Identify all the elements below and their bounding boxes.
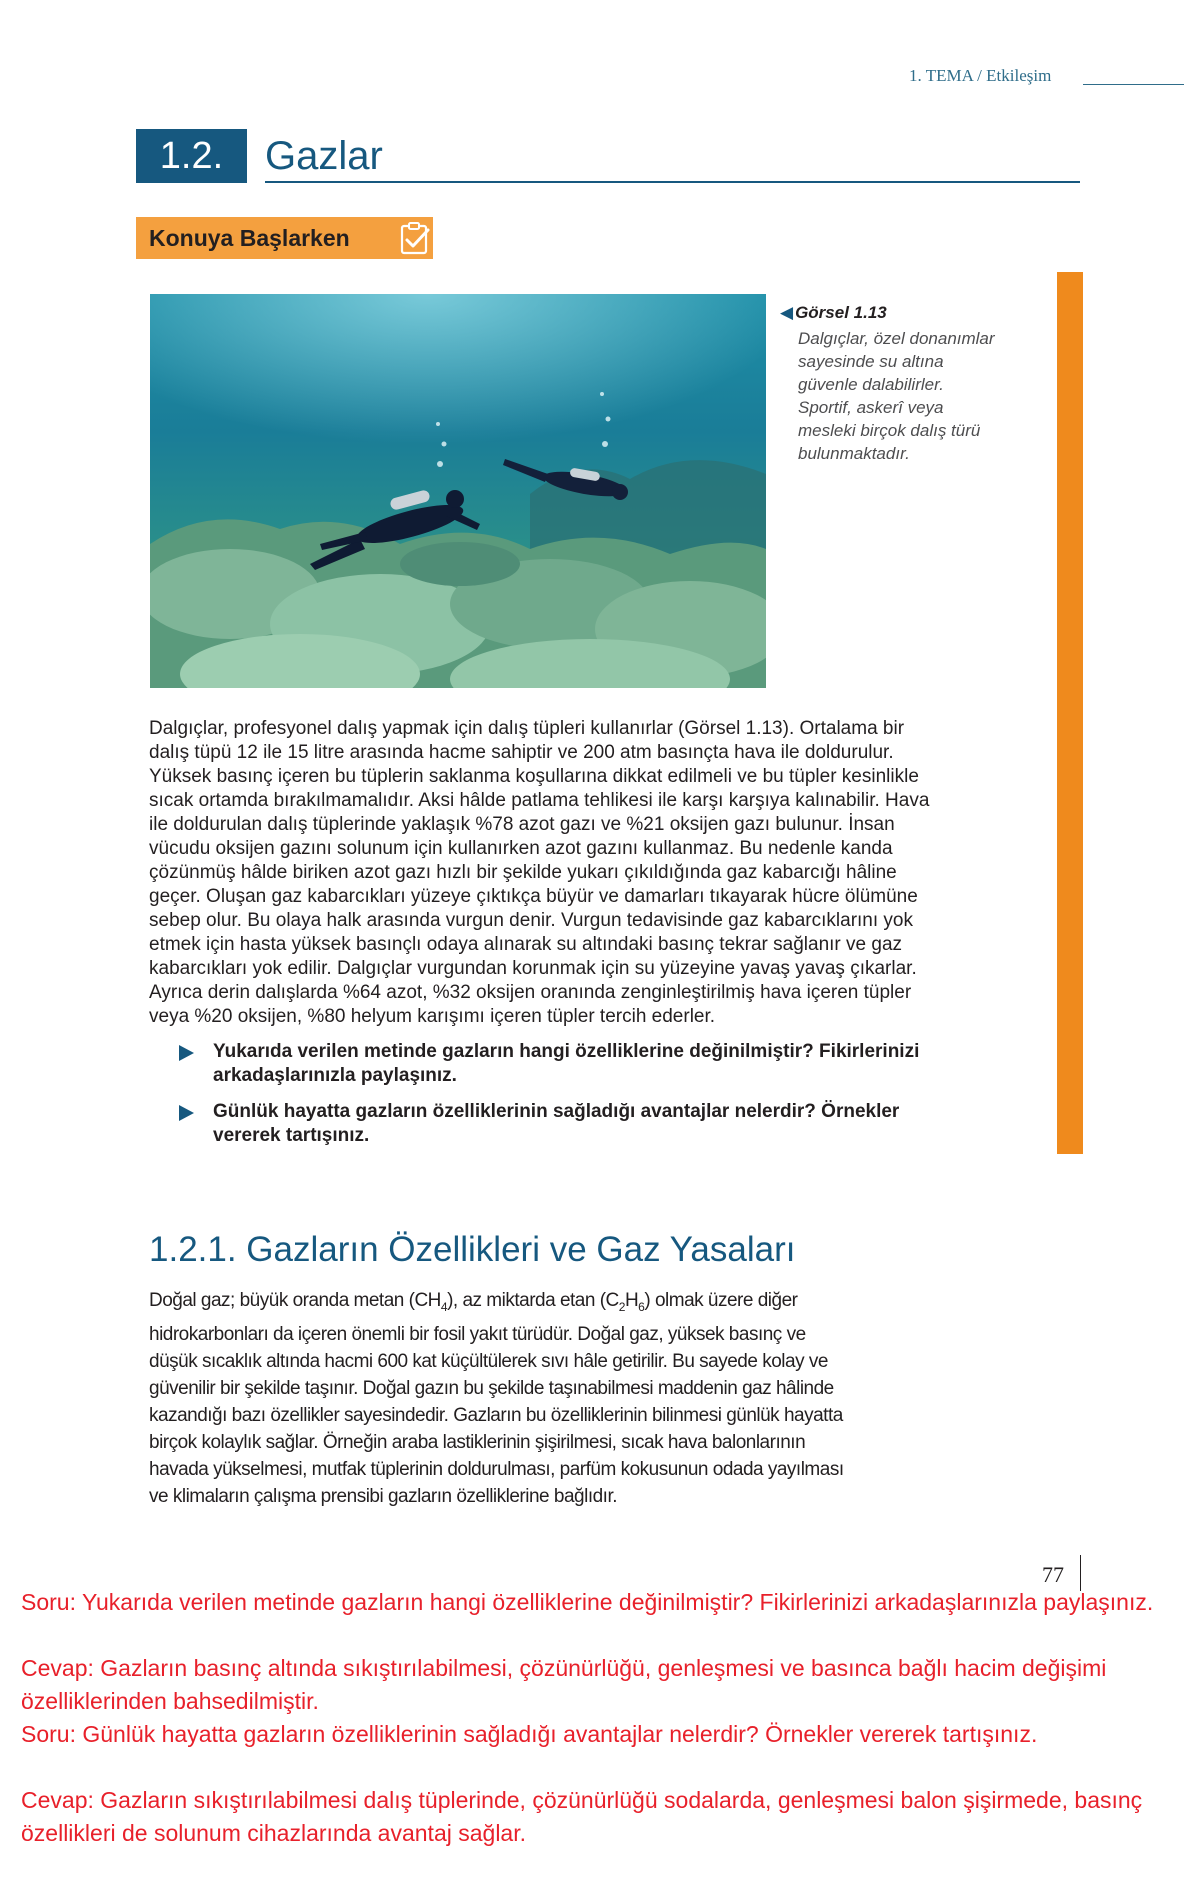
section-title: Gazlar <box>265 134 383 178</box>
figure-title: Görsel 1.13 <box>795 303 887 322</box>
answers-block <box>21 1586 1171 1850</box>
side-accent-bar <box>1057 272 1083 1154</box>
figure-caption <box>780 303 1030 465</box>
divers-underwater-photo <box>150 294 766 688</box>
answer-question-2: Soru: Günlük hayatta gazların özelliklerinin sağladığı avantajlar nelerdir? Örnekler vererek tartışınız. <box>21 1721 1038 1747</box>
intro-paragraph: Dalgıçlar, profesyonel dalış yapmak için dalış tüpleri kullanırlar (Görsel 1.13). Ortalama bir dalış tüpü 12 ile 15 litre arasında hacme sahiptir ve 200 atm basınçta hava ile doldurulur. Yüksek basınç içeren bu tüplerin saklanma koşullarına dikkat edilmeli ve bu tüpler kesinlikle sıcak ortamda bırakılmamalıdır. Aksi hâlde patlama tehlikesi ile karşı karşıya kalınabilir. Hava ile doldurulan dalış tüplerinde yaklaşık %78 azot gazı ve %21 oksijen gazı bulunur. İnsan vücudu oksijen gazını solunum için kullanırken azot gazını kullanmaz. Bu nedenle kanda çözünmüş hâlde biriken azot gazı hızlı bir şekilde yukarı çıkıldığında gaz kabarcığı hâline geçer. Oluşan gaz kabarcıkları yüzeye çıktıkça büyür ve damarları tıkayarak hücre ölümüne sebep olur. Bu olaya halk arasında vurgun denir. Vurgun tedavisinde gaz kabarcıklarını yok etmek için hasta yüksek basınçlı odaya alınarak su altındaki basınç tekrar sağlanır ve gaz kabarcıkları yok edilir. Dalgıçlar vurgundan korunmak için su yüzeyine yavaş yavaş çıkarlar. Ayrıca derin dalışlarda %64 azot, %32 oksijen oranında zenginleştirilmiş hava içeren tüpler veya %20 oksijen, %80 helyum karışımı içeren tüpler tercih ederler. <box>149 718 930 1027</box>
section-number: 1.2. <box>136 129 247 183</box>
question-text: Günlük hayatta gazların özelliklerinin sağladığı avantajlar nelerdir? Örnekler vererek tartışınız. <box>213 1101 900 1146</box>
clipboard-check-icon <box>399 221 431 255</box>
header-theme-label: 1. TEMA / Etkileşim <box>909 66 1052 85</box>
subsection-paragraph: Doğal gaz; büyük oranda metan $(CH_4)$, az miktarda etan $(C_2H_6)$ olmak üzere diğer hidrokarbonları da içeren önemli bir fosil yakıt türüdür. Doğal gaz, yüksek basınç ve düşük sıcaklık altında hacmi 600 kat küçültülerek sıvı hâle getirilir. Bu sayede kolay ve güvenilir bir şekilde taşınır. Doğal gazın bu şekilde taşınabilmesi maddenin gaz hâlinde kazandığı bazı özellikler sayesindedir. Gazların bu özelliklerinin bilinmesi günlük hayatta birçok kolaylık sağlar. Örneğin araba lastiklerinin şişirilmesi, sıcak hava balonlarının havada yükselmesi, mutfak tüplerinin doldurulması, parfüm kokusunun odada yayılması ve klimaların çalışma prensibi gazların özelliklerine bağlıdır. <box>149 1290 844 1507</box>
subsection-title: 1.2.1. Gazların Özellikleri ve Gaz Yasaları <box>149 1230 796 1269</box>
section-title-rule <box>265 181 1080 183</box>
page-number: 77 <box>1042 1562 1064 1587</box>
answer-2: Cevap: Gazların sıkıştırılabilmesi dalış tüplerinde, çözünürlüğü sodalarda, genleşmesi balon şişirmede, basınç özellikleri de solunum cihazlarında avantaj sağlar. <box>21 1787 1143 1846</box>
play-arrow-icon <box>179 1045 194 1061</box>
banner-label: Konuya Başlarken <box>149 225 350 251</box>
header-rule <box>1083 84 1184 85</box>
play-arrow-icon <box>179 1105 194 1121</box>
konuya-baslarken-banner <box>136 217 433 259</box>
answer-1: Cevap: Gazların basınç altında sıkıştırılabilmesi, çözünürlüğü, genleşmesi ve basınca bağlı hacim değişimi özelliklerinden bahsedilmiştir. <box>21 1655 1107 1714</box>
figure-caption-text: Dalgıçlar, özel donanımlar sayesinde su altına güvenle dalabilirler. Sportif, askerî veya mesleki birçok dalış türü bulunmaktadır. <box>798 329 995 463</box>
answer-question-1: Soru: Yukarıda verilen metinde gazların hangi özelliklerine değinilmiştir? Fikirlerinizi arkadaşlarınızla paylaşınız. <box>21 1589 1154 1615</box>
question-text: Yukarıda verilen metinde gazların hangi özelliklerine değinilmiştir? Fikirlerinizi arkadaşlarınızla paylaşınız. <box>213 1041 920 1086</box>
caption-arrow-icon: ◀ <box>780 303 794 322</box>
